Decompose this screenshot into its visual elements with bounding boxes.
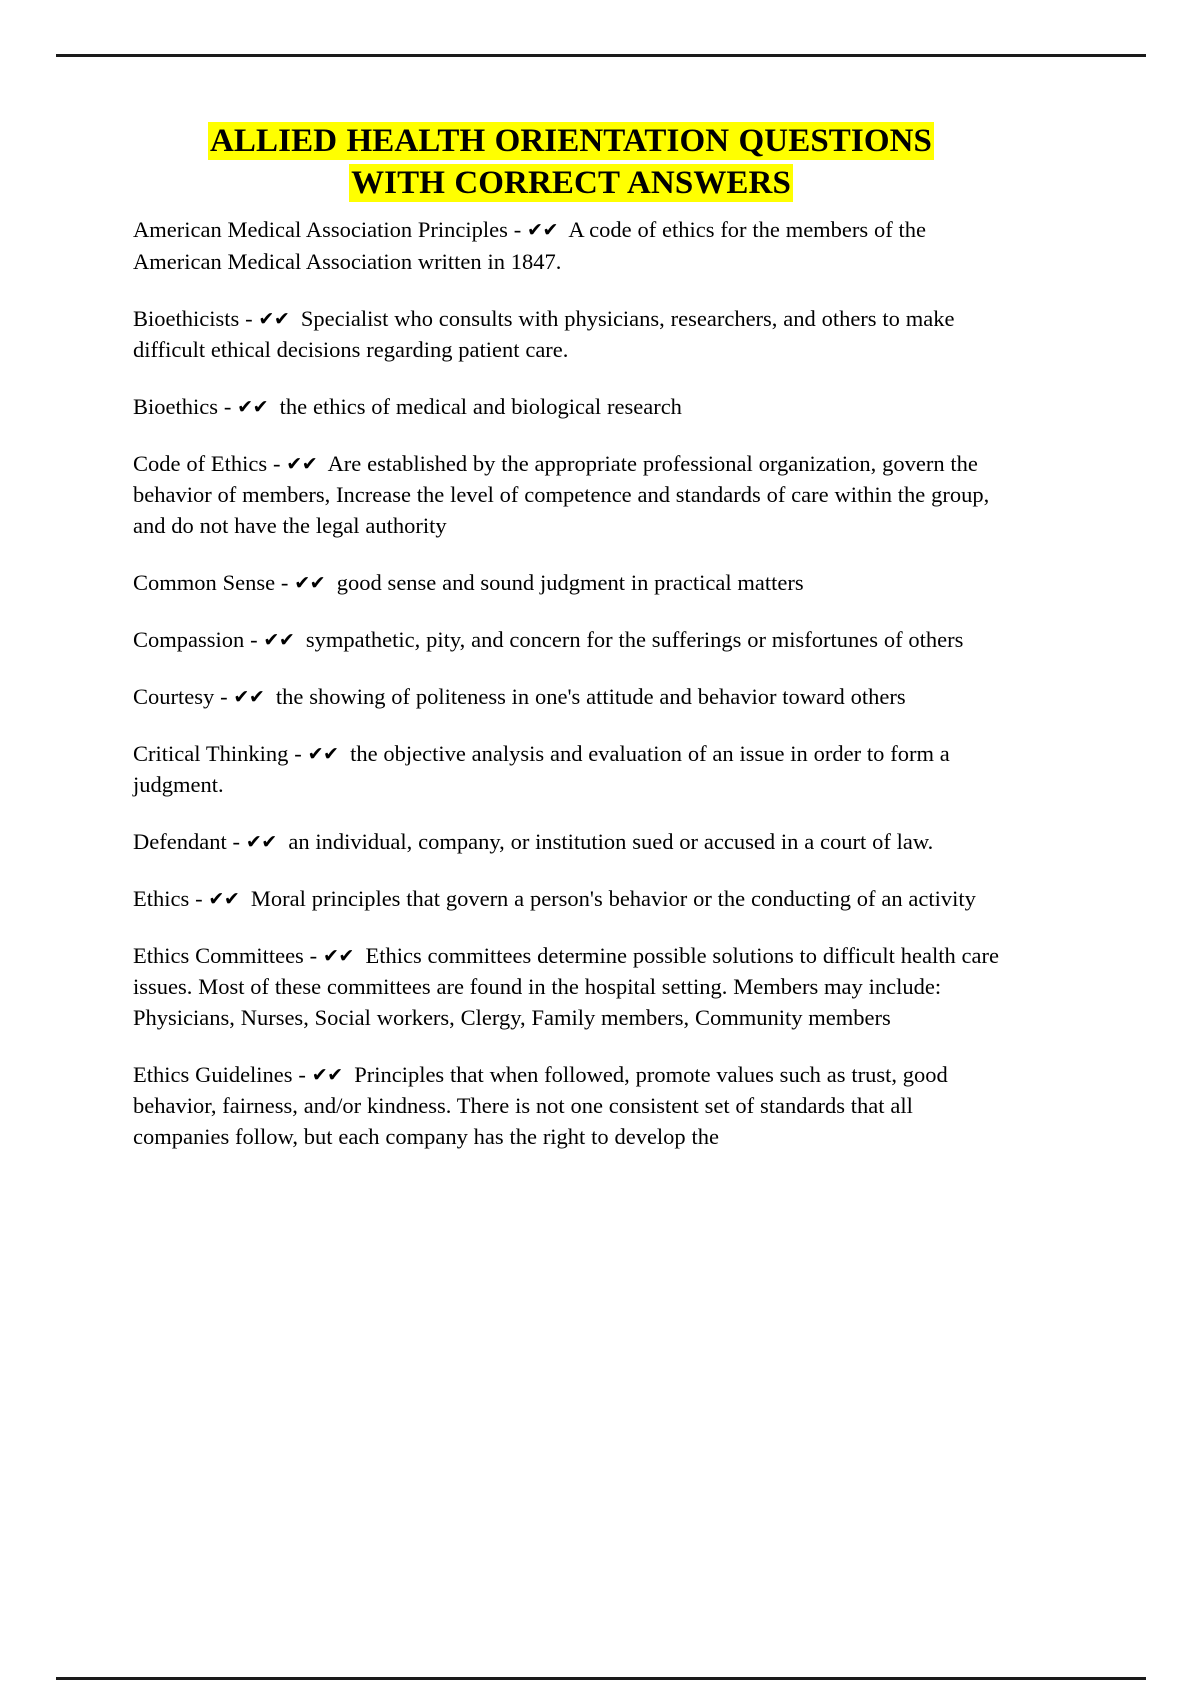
qa-answer: sympathetic, pity, and concern for the sufferings or misfortunes of others xyxy=(305,626,964,652)
qa-term: Ethics Guidelines xyxy=(133,1062,293,1088)
qa-entry xyxy=(133,738,1009,800)
qa-term: American Medical Association Principles xyxy=(133,217,508,243)
page-title-line-2: WITH CORRECT ANSWERS xyxy=(351,165,791,202)
qa-answer-gap xyxy=(289,306,301,331)
qa-answer: Specialist who consults with physicians, researchers, and others to make difficult ethical decisions regarding patient care. xyxy=(133,305,961,362)
double-checkmark-icon: ✔✔ xyxy=(307,742,339,765)
qa-answer-gap xyxy=(294,627,306,652)
qa-entry xyxy=(133,391,1009,422)
double-checkmark-icon: ✔✔ xyxy=(233,685,265,708)
qa-answer: A code of ethics for the members of the American Medical Association written in 1847. xyxy=(133,217,931,274)
double-checkmark-icon: ✔✔ xyxy=(263,628,295,651)
qa-answer-gap xyxy=(343,1062,355,1087)
qa-answer-gap xyxy=(354,943,366,968)
page-bottom-rule xyxy=(56,1677,1146,1680)
qa-term: Compassion xyxy=(133,626,245,652)
page-top-rule xyxy=(56,54,1146,57)
qa-term: Critical Thinking xyxy=(133,740,289,766)
qa-entry xyxy=(133,681,1009,712)
qa-term: Courtesy xyxy=(133,683,215,709)
qa-answer: Moral principles that govern a person's behavior or the conducting of an activity xyxy=(250,886,976,912)
qa-entry xyxy=(133,214,1009,276)
qa-entry xyxy=(133,826,1009,857)
document-content xyxy=(133,120,1009,1152)
qa-entry xyxy=(133,940,1009,1033)
qa-answer: an individual, company, or institution sued or accused in a court of law. xyxy=(288,829,934,855)
double-checkmark-icon: ✔✔ xyxy=(237,395,268,418)
qa-answer-gap xyxy=(239,886,251,911)
qa-entry xyxy=(133,303,1009,365)
qa-separator-dash: - xyxy=(244,626,264,652)
qa-answer: the ethics of medical and biological research xyxy=(279,393,682,419)
qa-answer: the objective analysis and evaluation of an issue in order to form a judgment. xyxy=(133,740,956,798)
qa-separator-dash: - xyxy=(507,217,528,243)
qa-entry xyxy=(133,567,1009,598)
qa-term: Ethics xyxy=(133,886,190,912)
qa-answer-gap xyxy=(338,741,350,766)
double-checkmark-icon: ✔✔ xyxy=(294,571,326,594)
qa-entry xyxy=(133,883,1009,914)
qa-answer: good sense and sound judgment in practical matters xyxy=(336,569,804,595)
qa-separator-dash: - xyxy=(267,450,287,476)
double-checkmark-icon: ✔✔ xyxy=(322,945,354,968)
qa-separator-dash: - xyxy=(288,740,308,766)
qa-answer-gap xyxy=(268,394,280,419)
qa-term: Bioethicists xyxy=(133,305,240,331)
page-title-line-1: ALLIED HEALTH ORIENTATION QUESTIONS xyxy=(209,123,932,159)
qa-entry-list xyxy=(133,214,1009,1152)
qa-separator-dash: - xyxy=(292,1062,312,1088)
qa-answer: Principles that when followed, promote values such as trust, good behavior, fairness, and/or kindness. There is not one consistent set of standards that all companies follow, but each company has the right to develop the xyxy=(133,1062,954,1150)
qa-separator-dash: - xyxy=(189,886,209,912)
double-checkmark-icon: ✔✔ xyxy=(245,831,277,854)
qa-term: Bioethics xyxy=(133,393,218,419)
double-checkmark-icon: ✔✔ xyxy=(311,1064,343,1087)
qa-answer: the showing of politeness in one's attitude and behavior toward others xyxy=(275,683,906,709)
qa-answer: Ethics committees determine possible solutions to difficult health care issues. Most of these committees are found in the hospital setting. Members may include: Physicians, Nurses, Social workers, Clergy, Family members, Community members xyxy=(133,943,1005,1031)
qa-answer-gap xyxy=(325,570,337,595)
qa-term: Common Sense xyxy=(133,569,276,595)
double-checkmark-icon: ✔✔ xyxy=(527,219,558,242)
page-title xyxy=(133,120,1009,204)
qa-term: Defendant xyxy=(133,829,227,855)
qa-term: Code of Ethics xyxy=(133,450,268,476)
qa-entry xyxy=(133,448,1009,541)
qa-entry xyxy=(133,624,1009,655)
qa-separator-dash: - xyxy=(218,393,238,419)
qa-term: Ethics Committees xyxy=(133,943,304,969)
double-checkmark-icon: ✔✔ xyxy=(286,452,318,475)
qa-separator-dash: - xyxy=(226,829,246,855)
qa-answer-gap xyxy=(277,829,289,854)
qa-separator-dash: - xyxy=(275,569,295,595)
qa-separator-dash: - xyxy=(303,943,323,969)
qa-answer-gap xyxy=(558,217,568,242)
qa-separator-dash: - xyxy=(239,305,259,331)
qa-separator-dash: - xyxy=(214,683,234,709)
qa-entry xyxy=(133,1059,1009,1152)
qa-answer: Are established by the appropriate professional organization, govern the behavior of members, Increase the level of competence and standards of care within the group, and do not have the legal authority xyxy=(133,450,996,538)
qa-answer-gap xyxy=(317,451,327,476)
double-checkmark-icon: ✔✔ xyxy=(208,888,240,911)
double-checkmark-icon: ✔✔ xyxy=(258,307,290,330)
qa-answer-gap xyxy=(264,684,276,709)
